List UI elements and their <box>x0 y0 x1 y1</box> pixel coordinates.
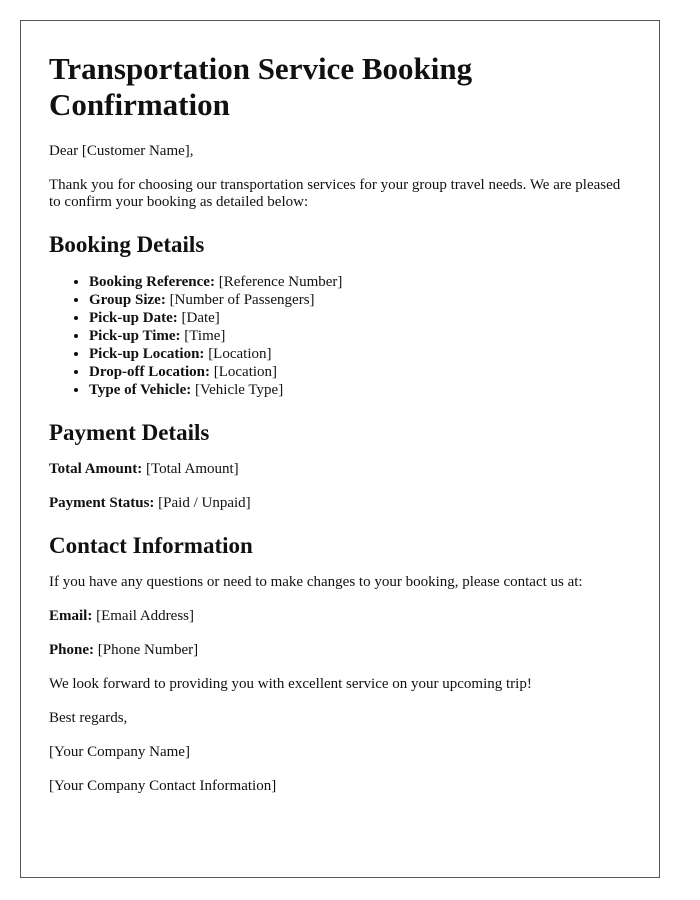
phone-line <box>49 642 631 659</box>
payment-details-heading: Payment Details <box>49 420 210 445</box>
item-value: [Reference Number] <box>218 274 343 290</box>
item-value: [Date] <box>181 310 220 326</box>
item-value: [Vehicle Type] <box>194 382 284 398</box>
item-label: Pick-up Date: <box>89 310 178 326</box>
company-contact: [Your Company Contact Information] <box>49 778 277 794</box>
email-label: Email: <box>49 608 93 624</box>
payment-status-value: [Paid / Unpaid] <box>158 495 251 511</box>
contact-intro: If you have any questions or need to make changes to your booking, please contact us at: <box>49 574 583 590</box>
list-item <box>89 327 631 345</box>
list-item <box>89 381 631 399</box>
sign-off: Best regards, <box>49 710 128 726</box>
total-amount-value: [Total Amount] <box>145 461 239 477</box>
booking-details-list <box>49 273 631 399</box>
list-item <box>89 273 631 291</box>
intro-paragraph: Thank you for choosing our transportation services for your group travel needs. We are pleased to confirm your booking as detailed below: <box>49 177 621 210</box>
email-line <box>49 608 631 625</box>
booking-details-heading: Booking Details <box>49 232 205 257</box>
item-value: [Location] <box>213 364 278 380</box>
payment-status-line <box>49 495 631 512</box>
company-name: [Your Company Name] <box>49 744 190 760</box>
payment-status-label: Payment Status: <box>49 495 155 511</box>
item-label: Group Size: <box>89 292 166 308</box>
email-value: [Email Address] <box>96 608 194 624</box>
closing-paragraph: We look forward to providing you with excellent service on your upcoming trip! <box>49 676 532 692</box>
list-item <box>89 309 631 327</box>
item-value: [Time] <box>184 328 226 344</box>
contact-information-heading: Contact Information <box>49 533 253 558</box>
item-label: Type of Vehicle: <box>89 382 192 398</box>
list-item <box>89 345 631 363</box>
total-amount-line <box>49 461 631 478</box>
total-amount-label: Total Amount: <box>49 461 143 477</box>
item-value: [Location] <box>208 346 272 362</box>
list-item <box>89 291 631 309</box>
letter-title: Transportation Service Booking Confirmation <box>49 51 473 122</box>
item-label: Pick-up Time: <box>89 328 181 344</box>
greeting: Dear [Customer Name], <box>49 143 194 159</box>
item-label: Drop-off Location: <box>89 364 210 380</box>
phone-label: Phone: <box>49 642 94 658</box>
item-label: Pick-up Location: <box>89 346 205 362</box>
letter-document <box>20 20 660 878</box>
item-label: Booking Reference: <box>89 274 215 290</box>
item-value: [Number of Passengers] <box>169 292 315 308</box>
list-item <box>89 363 631 381</box>
phone-value: [Phone Number] <box>97 642 199 658</box>
